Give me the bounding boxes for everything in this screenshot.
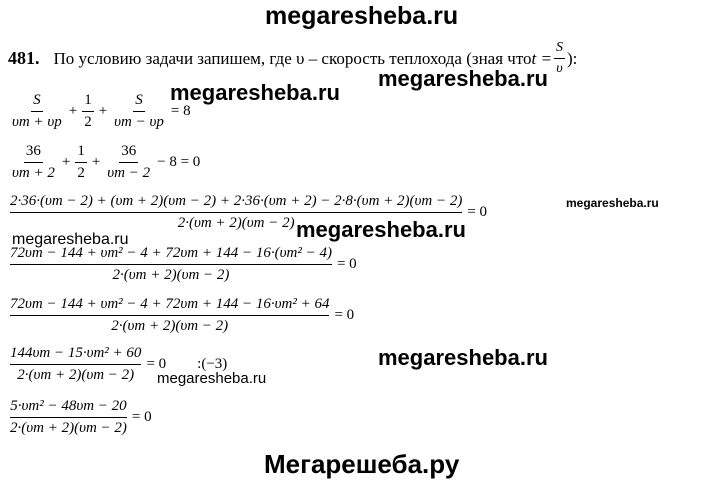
operator: +	[98, 103, 108, 119]
numerator: 144υm − 15·υm² + 60	[10, 345, 141, 365]
denominator: υm − υp	[114, 114, 164, 130]
denominator: 2	[84, 114, 92, 130]
numerator: 2·36·(υm − 2) + (υm + 2)(υm − 2) + 2·36·(υm + 2) − 2·8·(υm + 2)(υm − 2)	[10, 193, 462, 213]
denominator: 2·(υm + 2)(υm − 2)	[112, 267, 230, 283]
fraction	[10, 193, 462, 232]
equation-1	[8, 92, 194, 131]
denominator: 2·(υm + 2)(υm − 2)	[177, 215, 295, 231]
problem-text-end: ):	[567, 48, 578, 68]
watermark-b: megaresheba.ru	[170, 80, 340, 105]
numerator: S	[133, 92, 145, 112]
fraction	[10, 92, 64, 131]
denominator: 2·(υm + 2)(υm − 2)	[17, 367, 135, 383]
numerator: 5·υm² − 48υm − 20	[10, 398, 126, 418]
numerator: 72υm − 144 + υm² − 4 + 72υm + 144 − 16·(υm² − 4)	[10, 245, 332, 265]
numerator: 36	[119, 143, 138, 163]
right-hand-side: = 0	[146, 356, 167, 372]
denominator: 2·(υm + 2)(υm − 2)	[10, 420, 127, 436]
right-hand-side: − 8 = 0	[157, 154, 201, 170]
fraction	[10, 245, 332, 284]
right-hand-side: = 0	[131, 409, 152, 425]
right-hand-side: = 0	[336, 256, 357, 272]
fraction	[82, 92, 94, 131]
formula-fraction	[554, 40, 565, 77]
problem-text: По условию задачи запишем, где υ – скорость теплохода (зная что	[53, 48, 532, 68]
right-hand-side: = 0	[467, 204, 488, 220]
denominator: υm + υp	[12, 114, 62, 130]
equation-5	[8, 296, 357, 335]
fraction	[75, 143, 87, 182]
fraction	[10, 398, 127, 437]
denominator: υm − 2	[107, 165, 151, 181]
equation-6	[8, 345, 227, 384]
equation-7	[8, 398, 155, 437]
fraction	[112, 92, 166, 131]
fraction	[10, 296, 329, 335]
equation-3	[8, 193, 490, 232]
operator: +	[68, 103, 78, 119]
fraction	[10, 345, 141, 384]
numerator: 1	[75, 143, 87, 163]
operator: +	[61, 154, 71, 170]
problem-number: 481.	[8, 48, 40, 68]
equation-4	[8, 245, 360, 284]
denominator: 2	[77, 165, 85, 181]
numerator: S	[31, 92, 43, 112]
watermark-e: megaresheba.ru	[12, 231, 129, 248]
watermark-d: megaresheba.ru	[296, 217, 466, 242]
right-hand-side: = 0	[334, 307, 355, 323]
numerator: 72υm − 144 + υm² − 4 + 72υm + 144 − 16·υm² + 64	[10, 296, 329, 316]
formula-denominator: υ	[556, 61, 563, 76]
right-hand-side: = 8	[170, 103, 191, 119]
divide-note: :(−3)	[197, 356, 228, 372]
numerator: 36	[24, 143, 43, 163]
problem-statement	[8, 40, 577, 77]
operator: +	[91, 154, 101, 170]
formula-numerator: S	[554, 40, 565, 59]
equation-2	[8, 143, 203, 182]
formula-lhs: t =	[531, 48, 552, 68]
watermark-bottom: Мегарешеба.ру	[264, 449, 460, 479]
watermark-f: megaresheba.ru	[378, 345, 548, 370]
watermark-a: megaresheba.ru	[378, 66, 548, 91]
watermark-c: megaresheba.ru	[566, 196, 659, 210]
fraction	[105, 143, 152, 182]
numerator: 1	[82, 92, 94, 112]
watermark-g: megaresheba.ru	[157, 370, 267, 387]
watermark-top: megaresheba.ru	[265, 2, 459, 30]
denominator: 2·(υm + 2)(υm − 2)	[111, 318, 229, 334]
denominator: υm + 2	[12, 165, 55, 181]
fraction	[10, 143, 57, 182]
